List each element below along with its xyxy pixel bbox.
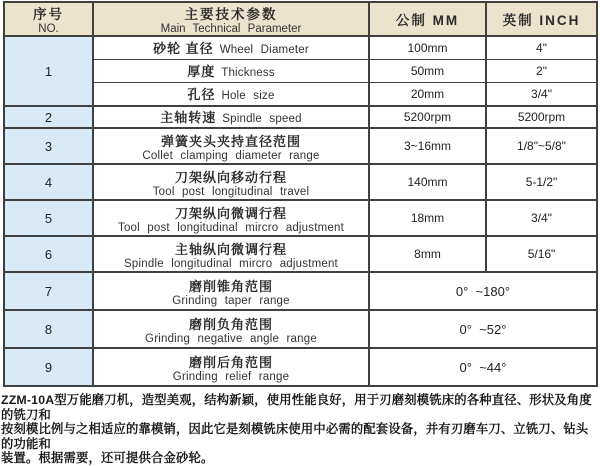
value-inch-toolpost-micro: 3/4" xyxy=(486,200,597,236)
param-spindle-micro-en: Spindle longitudinal mircro adjustment xyxy=(124,257,338,270)
row-no-4: 4 xyxy=(4,164,93,200)
col-header-metric: 公制 MM xyxy=(369,2,486,36)
value-inch-toolpost-travel: 5-1/2" xyxy=(486,164,597,200)
param-toolpost-travel-zh: 刀架纵向移动行程 xyxy=(174,169,287,185)
value-mm-toolpost-travel: 140mm xyxy=(369,164,486,200)
param-taper-range-en: Grinding taper range xyxy=(172,294,290,307)
value-mm-thickness: 50mm xyxy=(369,60,486,83)
param-thickness-en: Thickness xyxy=(221,67,275,79)
row-no-3: 3 xyxy=(4,128,93,164)
value-mm-wheel-diameter: 100mm xyxy=(369,36,486,60)
table-row-1b xyxy=(4,60,597,83)
col-header-no xyxy=(4,2,93,36)
row-no-8: 8 xyxy=(4,310,93,348)
param-toolpost-micro xyxy=(93,200,369,236)
spec-table xyxy=(3,1,598,387)
table-row-5 xyxy=(4,200,597,236)
value-inch-collet-range: 1/8"~5/8" xyxy=(486,128,597,164)
description-paragraph xyxy=(1,393,600,466)
param-hole-size-zh: 孔径 xyxy=(187,87,216,102)
table-row-3 xyxy=(4,128,597,164)
value-mm-spindle-micro: 8mm xyxy=(369,236,486,272)
row-no-6: 6 xyxy=(4,236,93,272)
param-negative-angle-range-zh: 磨削负角范围 xyxy=(188,316,273,332)
col-header-parameter xyxy=(93,2,369,36)
col-header-parameter-zh: 主要技术参数 xyxy=(184,7,278,22)
table-row-2 xyxy=(4,106,597,128)
value-inch-hole-size: 3/4" xyxy=(486,83,597,107)
col-header-no-zh: 序号 xyxy=(33,7,64,22)
param-spindle-speed-en: Spindle speed xyxy=(222,113,302,125)
table-row-1a xyxy=(4,36,597,60)
row-no-2: 2 xyxy=(4,106,93,128)
row-no-7: 7 xyxy=(4,272,93,310)
table-row-9 xyxy=(4,348,597,386)
table-row-1c xyxy=(4,83,597,107)
param-negative-angle-range-en: Grinding negative angle range xyxy=(145,332,317,345)
param-thickness xyxy=(93,60,369,83)
value-mm-toolpost-micro: 18mm xyxy=(369,200,486,236)
description-line-1: ZZM-10A型万能磨刀机，造型美观，结构新颖，使用性能良好，用于刃磨刻模铣床的各种直径、形状及角度的铣刀和 xyxy=(1,393,592,422)
param-hole-size-en: Hole size xyxy=(221,90,275,102)
param-taper-range-zh: 磨削锥角范围 xyxy=(188,278,273,294)
table-header-row xyxy=(4,2,597,36)
param-relief-range-zh: 磨削后角范围 xyxy=(188,354,273,370)
param-negative-angle-range xyxy=(93,310,369,348)
param-spindle-speed xyxy=(93,106,369,128)
row-no-5: 5 xyxy=(4,200,93,236)
value-inch-spindle-speed: 5200rpm xyxy=(486,106,597,128)
col-header-no-en: NO. xyxy=(38,23,59,35)
param-relief-range xyxy=(93,348,369,386)
param-collet-range xyxy=(93,128,369,164)
col-header-imperial: 英制 INCH xyxy=(486,2,597,36)
param-hole-size xyxy=(93,83,369,107)
value-taper-range: 0° ~180° xyxy=(369,272,597,310)
param-toolpost-micro-zh: 刀架纵向微调行程 xyxy=(174,205,287,221)
param-wheel-diameter-en: Wheel Diameter xyxy=(219,44,309,56)
row-no-1: 1 xyxy=(4,36,93,106)
param-spindle-speed-zh: 主轴转速 xyxy=(160,110,217,125)
value-mm-collet-range: 3~16mm xyxy=(369,128,486,164)
value-mm-hole-size: 20mm xyxy=(369,83,486,107)
param-toolpost-travel xyxy=(93,164,369,200)
param-collet-range-zh: 弹簧夹头夹持直径范围 xyxy=(160,133,301,149)
col-header-parameter-en: Main Technical Parameter xyxy=(160,23,302,35)
table-row-6 xyxy=(4,236,597,272)
value-negative-angle-range: 0° ~52° xyxy=(369,310,597,348)
param-thickness-zh: 厚度 xyxy=(187,64,216,79)
param-relief-range-en: Grinding relief range xyxy=(172,370,290,383)
value-inch-thickness: 2" xyxy=(486,60,597,83)
description-line-2: 按刻模比例与之相适应的靠模销，因此它是刻模铣床使用中必需的配套设备，并有刃磨车刀、立铣刀、钻头的功能和 xyxy=(1,422,589,451)
value-mm-spindle-speed: 5200rpm xyxy=(369,106,486,128)
param-taper-range xyxy=(93,272,369,310)
param-wheel-diameter-zh: 砂轮 直径 xyxy=(153,41,214,56)
description-line-3: 装置。根据需要，还可提供合金砂轮。 xyxy=(1,451,214,466)
table-row-4 xyxy=(4,164,597,200)
param-wheel-diameter xyxy=(93,36,369,60)
row-no-9: 9 xyxy=(4,348,93,386)
table-row-7 xyxy=(4,272,597,310)
value-inch-spindle-micro: 5/16" xyxy=(486,236,597,272)
param-toolpost-travel-en: Tool post longitudinal travel xyxy=(152,185,310,198)
param-spindle-micro xyxy=(93,236,369,272)
table-row-8 xyxy=(4,310,597,348)
value-inch-wheel-diameter: 4" xyxy=(486,36,597,60)
param-collet-range-en: Collet clamping diameter range xyxy=(142,149,320,162)
param-spindle-micro-zh: 主轴纵向微调行程 xyxy=(174,241,287,257)
param-toolpost-micro-en: Tool post longitudinal mircro adjustment xyxy=(118,221,344,234)
value-relief-range: 0° ~44° xyxy=(369,348,597,386)
